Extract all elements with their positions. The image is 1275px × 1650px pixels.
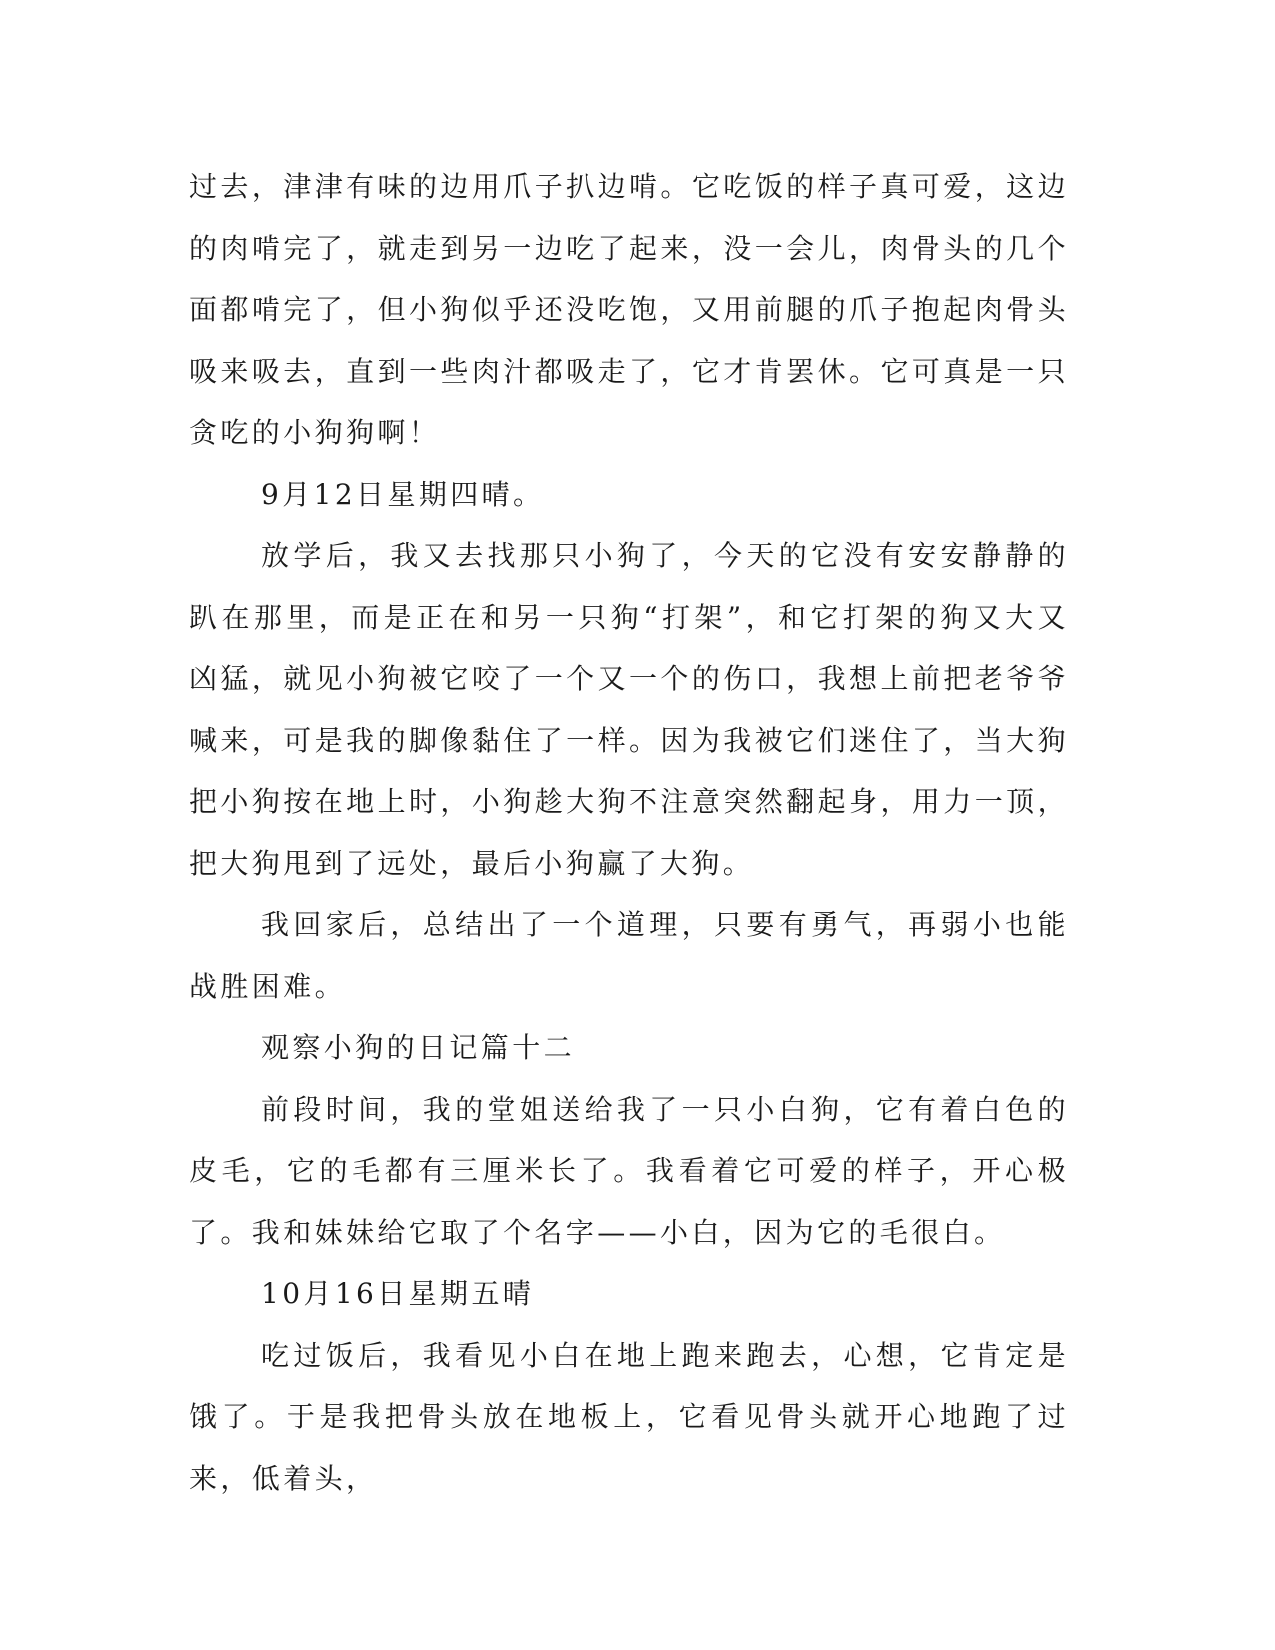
section-heading: 观察小狗的日记篇十二 xyxy=(261,1031,576,1064)
document-body xyxy=(189,156,1069,1509)
diary-date-sep-12: 9月12日星期四晴。 xyxy=(261,477,545,511)
paragraph-dog-fight: 放学后，我又去找那只小狗了，今天的它没有安安静静的趴在那里，而是正在和另一只狗“打架”，和它打架的狗又大又凶猛，就见小狗被它咬了一个又一个的伤口，我想上前把老爷爷喊来，可是我的脚像黏住了一样。因为我被它们迷住了，当大狗把小狗按在地上时，小狗趁大狗不注意突然翻起身，用力一顶，把大狗甩到了远处，最后小狗赢了大狗。 xyxy=(189,539,1069,880)
paragraph-lesson: 我回家后，总结出了一个道理，只要有勇气，再弱小也能战胜困难。 xyxy=(189,908,1069,1003)
diary-date-oct-16: 10月16日星期五晴 xyxy=(261,1277,535,1310)
paragraph-white-dog-intro: 前段时间，我的堂姐送给我了一只小白狗，它有着白色的皮毛，它的毛都有三厘米长了。我看着它可爱的样子，开心极了。我和妹妹给它取了个名字——小白，因为它的毛很白。 xyxy=(189,1092,1069,1249)
paragraph-feeding: 吃过饭后，我看见小白在地上跑来跑去，心想，它肯定是饿了。于是我把骨头放在地板上，它看见骨头就开心地跑了过来，低着头， xyxy=(189,1338,1069,1495)
paragraph-continuation: 过去，津津有味的边用爪子扒边啃。它吃饭的样子真可爱，这边的肉啃完了，就走到另一边吃了起来，没一会儿，肉骨头的几个面都啃完了，但小狗似乎还没吃饱，又用前腿的爪子抱起肉骨头吸来吸去，直到一些肉汁都吸走了，它才肯罢休。它可真是一只贪吃的小狗狗啊！ xyxy=(189,170,1069,449)
